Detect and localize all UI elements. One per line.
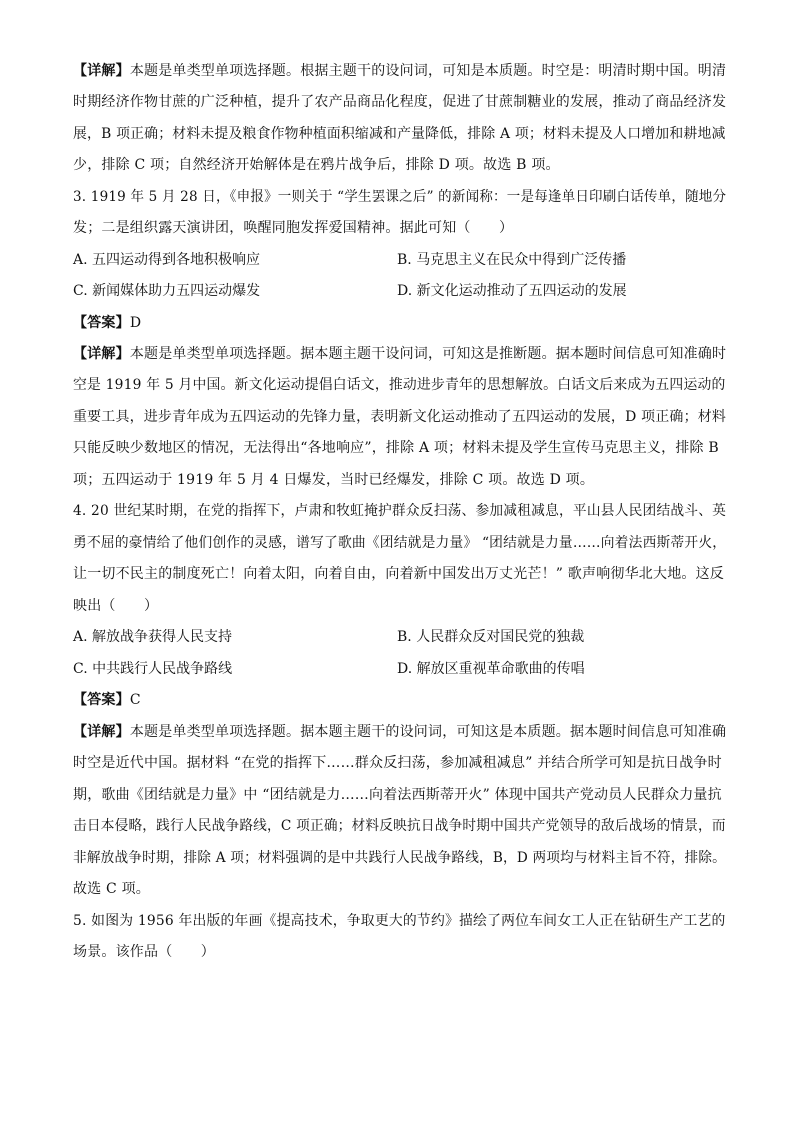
question-3-option-d: D. 新文化运动推动了五四运动的发展: [397, 283, 627, 299]
explanation-line: 少，排除 C 项；自然经济开始解体是在鸦片战争后，排除 D 项。故选 B 项。: [73, 157, 560, 173]
question-4-line: 映出（ ）: [73, 598, 159, 614]
answer-value: C: [129, 692, 141, 708]
question-4-option-b: B. 人民群众反对国民党的独裁: [397, 629, 585, 645]
question-3-option-b: B. 马克思主义在民众中得到广泛传播: [397, 252, 627, 268]
question-4-line: 让一切不民主的制度死亡！向着太阳，向着自由，向着新中国发出万丈光芒！” 歌声响彻华北大地。这反: [73, 566, 725, 582]
question-3-line: 3. 1919 年 5 月 28 日，《申报》一则关于 “学生罢课之后” 的新闻称：一是每逢单日印刷白话传单，随地分: [73, 189, 727, 205]
question-4-line: 勇不屈的豪情给了他们创作的灵感，谱写了歌曲《团结就是力量》 “团结就是力量……向着法西斯蒂开火，: [73, 535, 727, 551]
explanation-line: 重要工具，进步青年成为五四运动的先锋力量，表明新文化运动推动了五四运动的发展，D 项正确；材料: [73, 409, 727, 425]
answer-line: [73, 690, 141, 710]
question-3-option-a: A. 五四运动得到各地积极响应: [73, 252, 261, 268]
explanation-label: 【详解】: [73, 346, 130, 362]
question-3-line: 发；二是组织露天演讲团，唤醒同胞发挥爱国精神。据此可知（ ）: [73, 220, 514, 236]
explanation-label: 【详解】: [73, 63, 130, 79]
answer-label: 【答案】: [73, 692, 130, 708]
answer-line: [73, 313, 141, 333]
explanation-text: 本题是单类型单项选择题。据本题主题干设问词，可知这是推断题。据本题时间信息可知准确时: [129, 346, 727, 362]
question-5-line: 场景。该作品（ ）: [73, 944, 215, 960]
explanation-line: 击日本侵略，践行人民战争路线，C 项正确；材料反映抗日战争时期中国共产党领导的敌后战场的情景，而: [73, 818, 726, 834]
answer-label: 【答案】: [73, 315, 130, 331]
explanation-line: 时空是近代中国。据材料 “在党的指挥下……群众反扫荡，参加减租减息” 并结合所学可知是抗日战争时: [73, 755, 722, 771]
explanation-line: 时期经济作物甘蔗的广泛种植，提升了农产品商品化程度，促进了甘蔗制糖业的发展，推动了商品经济发: [73, 94, 727, 110]
explanation-label: 【详解】: [73, 724, 130, 740]
question-4-option-a: A. 解放战争获得人民支持: [73, 629, 233, 645]
question-4-option-c: C. 中共践行人民战争路线: [73, 661, 233, 677]
explanation-line: 非解放战争时期，排除 A 项；材料强调的是中共践行人民战争路线，B，D 两项均与材料主旨不符，排除。: [73, 850, 727, 866]
explanation-line: 空是 1919 年 5 月中国。新文化运动提倡白话文，推动进步青年的思想解放。白话文后来成为五四运动的: [73, 377, 726, 393]
explanation-line: 展，B 项正确；材料未提及粮食作物种植面积缩减和产量降低，排除 A 项；材料未提及人口增加和耕地减: [73, 126, 726, 142]
question-4-option-d: D. 解放区重视革命歌曲的传唱: [397, 661, 585, 677]
explanation-text: 本题是单类型单项选择题。据本题主题干的设问词，可知这是本质题。据本题时间信息可知准确: [129, 724, 727, 740]
question-3-option-c: C. 新闻媒体助力五四运动爆发: [73, 283, 261, 299]
explanation-line: 只能反映少数地区的情况，无法得出“各地响应”，排除 A 项；材料未提及学生宣传马克思主义，排除 B: [73, 440, 719, 456]
explanation-line: 故选 C 项。: [73, 881, 151, 897]
explanation-line: [73, 722, 726, 742]
explanation-line: 项；五四运动于 1919 年 5 月 4 日爆发，当时已经爆发，排除 C 项。故选 D 项。: [73, 472, 595, 488]
question-5-line: 5. 如图为 1956 年出版的年画《提高技术，争取更大的节约》描绘了两位车间女工人正在钻研生产工艺的: [73, 913, 726, 929]
answer-value: D: [129, 315, 142, 331]
explanation-text: 本题是单类型单项选择题。根据主题干的设问词，可知是本质题。时空是：明清时期中国。明清: [129, 63, 727, 79]
explanation-line: [73, 344, 726, 364]
explanation-line: 期，歌曲《团结就是力量》中 “团结就是力……向着法西斯蒂开火” 体现中国共产党动员人民群众力量抗: [73, 787, 722, 803]
explanation-line: [73, 61, 726, 81]
question-4-line: 4. 20 世纪某时期，在党的指挥下，卢肃和牧虹掩护群众反扫荡、参加减租减息，平山县人民团结战斗、英: [73, 503, 727, 519]
